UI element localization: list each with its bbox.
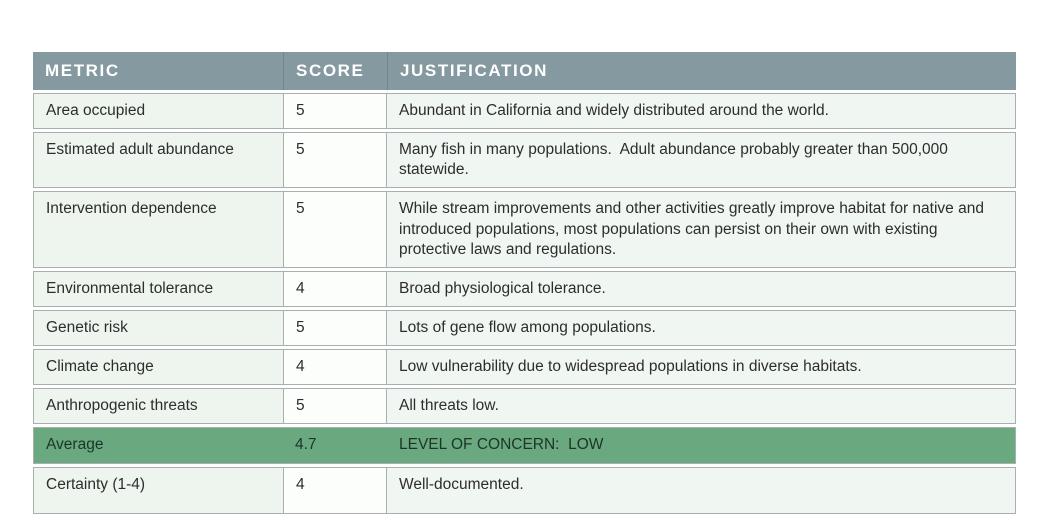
table-row (33, 388, 1016, 424)
metric-cell: Environmental tolerance (33, 271, 283, 307)
assessment-table (33, 49, 1016, 517)
justification-cell: Many fish in many populations. Adult abundance probably greater than 500,000 statewide. (387, 132, 1016, 188)
table-row (33, 132, 1016, 188)
metric-cell: Genetic risk (33, 310, 283, 346)
justification-cell: While stream improvements and other activities greatly improve habitat for native and introduced populations, most populations can persist on their own with existing protective laws and regulations. (387, 191, 1016, 267)
justification-cell: Low vulnerability due to widespread populations in diverse habitats. (387, 349, 1016, 385)
score-cell: 5 (283, 388, 387, 424)
table-row (33, 310, 1016, 346)
header-score: SCORE (283, 52, 387, 90)
score-cell: 5 (283, 93, 387, 129)
justification-cell: All threats low. (387, 388, 1016, 424)
justification-cell: Broad physiological tolerance. (387, 271, 1016, 307)
metric-cell: Estimated adult abundance (33, 132, 283, 188)
table-row (33, 349, 1016, 385)
table-row (33, 271, 1016, 307)
score-cell: 4.7 (283, 427, 387, 463)
header-row (33, 52, 1016, 90)
header-justification: JUSTIFICATION (387, 52, 1016, 90)
table-row (33, 191, 1016, 267)
score-cell: 4 (283, 271, 387, 307)
metric-cell: Intervention dependence (33, 191, 283, 267)
table-header (33, 52, 1016, 90)
score-cell: 5 (283, 310, 387, 346)
header-metric: METRIC (33, 52, 283, 90)
score-cell: 5 (283, 191, 387, 267)
score-cell: 5 (283, 132, 387, 188)
justification-cell: Lots of gene flow among populations. (387, 310, 1016, 346)
metric-cell: Area occupied (33, 93, 283, 129)
justification-cell: Abundant in California and widely distributed around the world. (387, 93, 1016, 129)
score-cell: 4 (283, 467, 387, 514)
justification-cell: Well-documented. (387, 467, 1016, 514)
table-row (33, 93, 1016, 129)
metric-cell: Average (33, 427, 283, 463)
metric-cell: Climate change (33, 349, 283, 385)
table-row (33, 467, 1016, 514)
level-of-concern-cell: LEVEL OF CONCERN: LOW (387, 427, 1016, 463)
metric-cell: Certainty (1-4) (33, 467, 283, 514)
average-row (33, 427, 1016, 463)
metric-cell: Anthropogenic threats (33, 388, 283, 424)
score-cell: 4 (283, 349, 387, 385)
